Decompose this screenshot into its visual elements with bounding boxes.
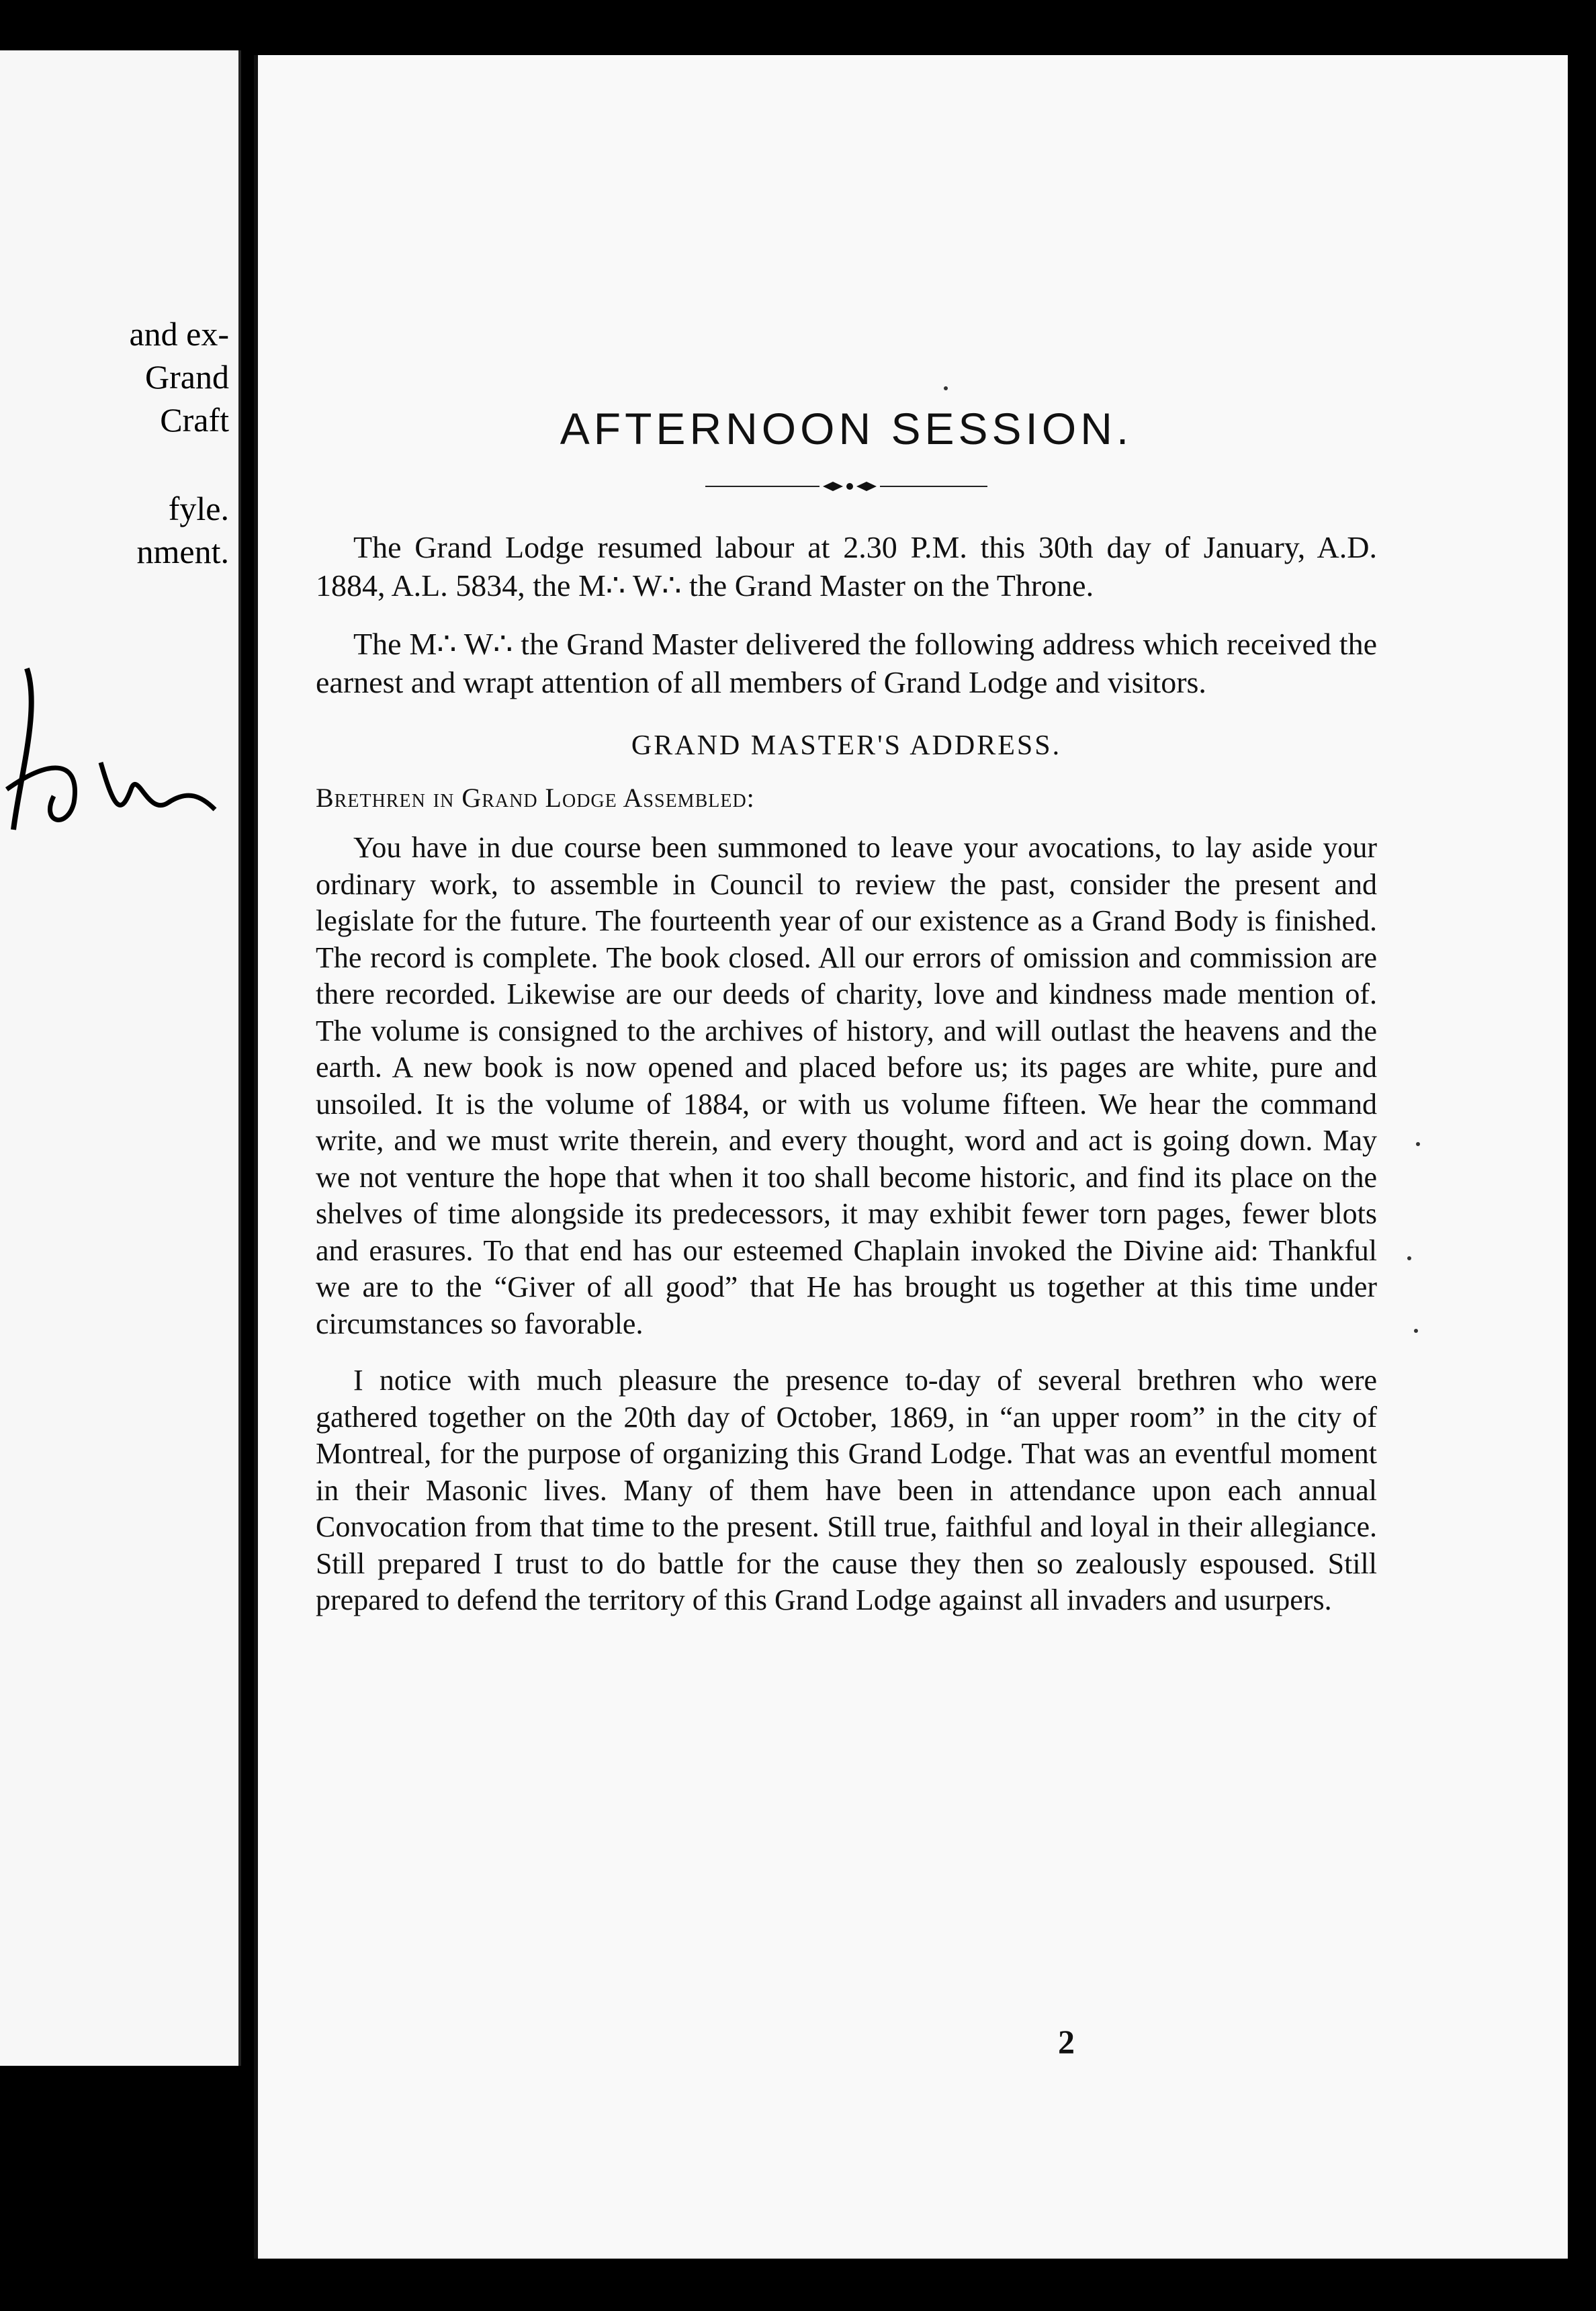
page-number: 2 — [1058, 2023, 1075, 2060]
left-page-fragment: Craft — [160, 401, 229, 439]
speck — [1416, 1142, 1420, 1146]
left-page-fragment: nment. — [136, 533, 229, 570]
speck — [1407, 1256, 1411, 1260]
paragraph: You have in due course been summoned to leave your avocations, to lay aside your ordinary work, to assemble in Council to review the past, consider the present and legislate for the future. The fourteenth year of our existence as a Grand Body is finished. The record is complete. The book closed. All our errors of omission and commission are there recorded. Likewise are our deeds of charity, love and kindness made mention of. The volume is consigned to the archives of history, and will outlast the heavens and the earth. A new book is now opened and placed before us; its pages are white, pure and unsoiled. It is the volume of 1884, or with us volume fifteen. We hear the command write, and we must write therein, and every thought, word and act is going down. May we not venture the hope that when it too shall become historic, and find its place on the shelves of time alongside its predecessors, it may exhibit fewer torn pages, fewer blots and erasures. To that end has our esteemed Chaplain invoked the Divine aid: Thankful we are to the “Giver of all good” that He has brought us together at this time under circumstances so favorable. — [316, 831, 1377, 1340]
paragraph: The Grand Lodge resumed labour at 2.30 P.M. this 30th day of January, A.D. 1884, A.L. 5834, the M∴ W∴ the Grand Master on the Throne. — [316, 530, 1377, 603]
speck — [1414, 1329, 1418, 1333]
speck — [944, 386, 948, 390]
salutation: Brethren in Grand Lodge Assembled: — [316, 783, 755, 813]
left-page-fragment: Grand — [145, 358, 229, 396]
left-page — [0, 50, 241, 2066]
ornament-divider — [705, 478, 987, 494]
left-page-fragment: fyle. — [168, 490, 229, 527]
left-page-fragment: and ex- — [129, 315, 229, 353]
address-title: GRAND MASTER'S ADDRESS. — [631, 730, 1062, 761]
paragraph: I notice with much pleasure the presence to-day of several brethren who were gathered together on the 20th day of October, 1869, in “an upper room” in the city of Montreal, for the purpose of organizing this Grand Lodge. That was an eventful moment in their Masonic lives. Many of them have been in attendance upon each annual Convocation from that time to the present. Still true, faithful and loyal in their allegiance. Still prepared I trust to do battle for the cause they then so zealously espoused. Still prepared to defend the territory of this Grand Lodge against all invaders and usurpers. — [316, 1364, 1377, 1616]
paragraph: The M∴ W∴ the Grand Master delivered the following address which received the earnest and wrapt attention of all members of Grand Lodge and visitors. — [316, 627, 1377, 699]
signature-fragment — [0, 655, 228, 857]
session-title: AFTERNOON SESSION. — [560, 404, 1133, 453]
page-content — [316, 403, 1377, 1639]
